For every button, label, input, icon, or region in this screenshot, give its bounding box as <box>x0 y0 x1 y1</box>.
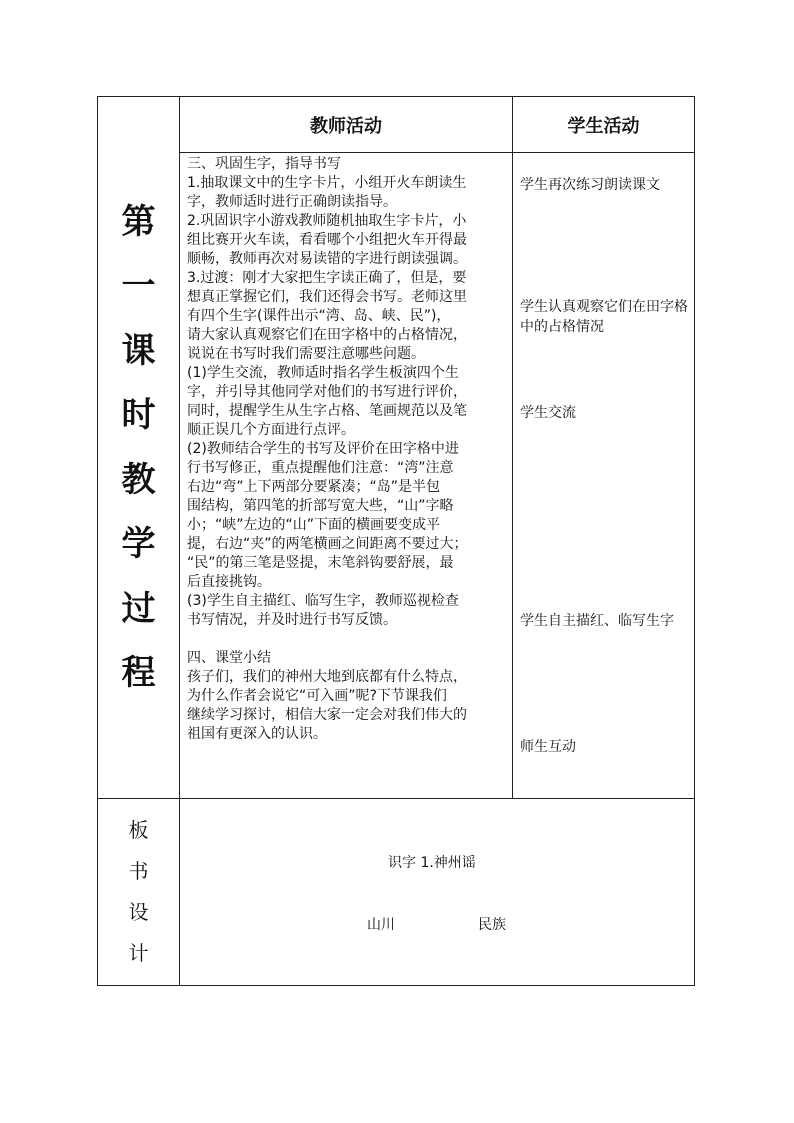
teacher-line: 提，右边“夹”的两笔横画之间距离不要过大； <box>187 536 468 552</box>
student-note: 学生交流 <box>520 405 576 421</box>
blank-line <box>187 630 506 649</box>
teacher-line: 为什么作者会说它“可入画”呢?下节课我们 <box>187 688 447 704</box>
teacher-line: 顺畅，教师再次对易读错的字进行朗读强调。 <box>187 251 467 267</box>
lesson-plan-table <box>97 96 695 986</box>
teacher-line: 书写情况，并及时进行书写反馈。 <box>187 612 397 628</box>
side-char: 教 <box>121 459 156 500</box>
teacher-line: 有四个生字(课件出示“湾、岛、峡、民”)， <box>187 308 451 324</box>
teacher-activity-header: 教师活动 <box>180 97 513 153</box>
side-char: 学 <box>121 524 156 564</box>
teacher-line: 继续学习探讨，相信大家一定会对我们伟大的 <box>187 707 467 723</box>
teacher-line: 行书写修正，重点提醒他们注意：“湾”注意 <box>187 460 454 476</box>
teacher-line: 四、课堂小结 <box>187 650 271 666</box>
board-label-char: 板 <box>128 818 149 842</box>
side-char: 一 <box>121 266 156 306</box>
teacher-line: “民”的第三笔是竖提，末笔斜钩要舒展，最 <box>187 555 454 571</box>
teacher-line: 2.巩固识字小游戏教师随机抽取生字卡片，小 <box>187 213 467 229</box>
side-char: 第 <box>121 201 156 242</box>
teacher-line: 字，教师适时进行正确朗读指导。 <box>187 194 397 210</box>
student-note: 师生互动 <box>520 739 576 755</box>
lesson-process-label <box>98 97 180 799</box>
board-label-char: 书 <box>128 859 149 883</box>
teacher-line: 请大家认真观察它们在田字格中的占格情况， <box>187 327 467 343</box>
teacher-activity-cell <box>180 153 513 799</box>
board-word: 民族 <box>478 917 506 933</box>
board-label-char: 设 <box>128 900 149 924</box>
board-design-cell <box>180 799 695 986</box>
teacher-line: 顺正误几个方面进行点评。 <box>187 422 355 438</box>
teacher-line: (3)学生自主描红、临写生字，教师巡视检查 <box>187 593 459 609</box>
board-title: 识字 1.神州谣 <box>388 855 476 871</box>
teacher-line: 三、巩固生字，指导书写 <box>187 156 341 172</box>
teacher-line: 后直接挑钩。 <box>187 574 271 590</box>
teacher-line: (2)教师结合学生的书写及评价在田字格中进 <box>187 441 459 457</box>
side-char: 课 <box>121 330 156 371</box>
board-word: 山川 <box>367 917 395 933</box>
teacher-line: 小；“峡”左边的“山”下面的横画要变成平 <box>187 517 441 533</box>
student-activity-cell <box>513 153 695 799</box>
side-char: 程 <box>121 653 156 693</box>
teacher-line: 说说在书写时我们需要注意哪些问题。 <box>187 346 425 362</box>
board-design-label <box>98 799 180 986</box>
student-activity-header: 学生活动 <box>513 97 695 153</box>
student-note: 学生自主描红、临写生字 <box>520 613 674 629</box>
teacher-line: 3.过渡：刚才大家把生字读正确了，但是，要 <box>187 270 467 286</box>
teacher-line: 孩子们，我们的神州大地到底都有什么特点， <box>187 669 467 685</box>
teacher-line: 字，并引导其他同学对他们的书写进行评价， <box>187 384 467 400</box>
student-note: 学生再次练习朗读课文 <box>520 177 660 193</box>
side-char: 过 <box>121 588 156 629</box>
teacher-line: 同时，提醒学生从生字占格、笔画规范以及笔 <box>187 403 467 419</box>
teacher-line: 1.抽取课文中的生字卡片，小组开火车朗读生 <box>187 175 467 191</box>
teacher-line: 祖国有更深入的认识。 <box>187 726 327 742</box>
board-label-char: 计 <box>128 941 149 965</box>
student-note: 学生认真观察它们在田字格中的占格情况 <box>520 299 688 335</box>
teacher-line: 右边“弯”上下两部分要紧凑；“岛”是半包 <box>187 479 441 495</box>
teacher-line: (1)学生交流，教师适时指名学生板演四个生 <box>187 365 459 381</box>
teacher-line: 围结构，第四笔的折部写宽大些，“山”字略 <box>187 498 454 514</box>
side-char: 时 <box>121 395 156 435</box>
teacher-line: 想真正掌握它们，我们还得会书写。老师这里 <box>187 289 467 305</box>
teacher-line: 组比赛开火车读，看看哪个小组把火车开得最 <box>187 232 467 248</box>
